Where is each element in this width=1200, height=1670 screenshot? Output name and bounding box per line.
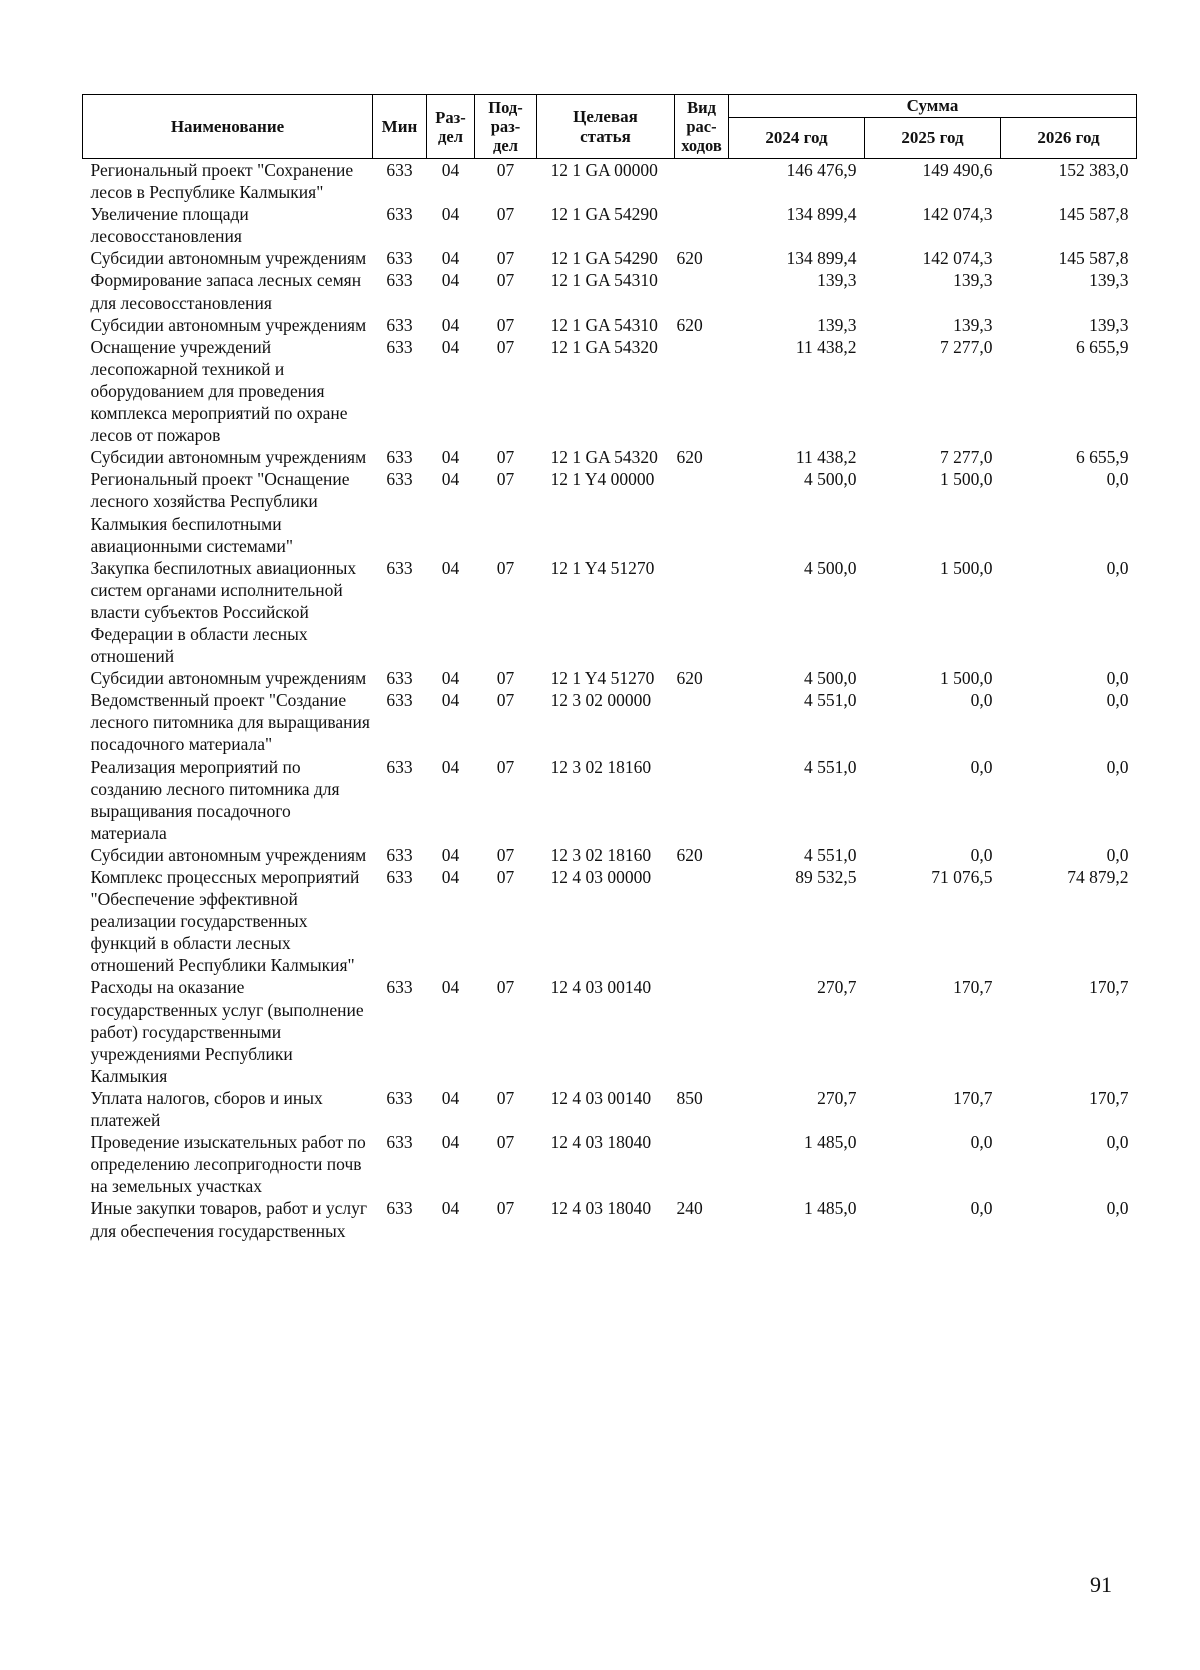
row-amount-2024: 146 476,9	[786, 160, 857, 180]
row-vid: 240	[676, 1198, 703, 1219]
row-vid	[675, 976, 729, 1086]
row-celevaya: 12 4 03 18040	[550, 1132, 652, 1153]
row-razdel: 04	[441, 557, 460, 578]
row-amount-2024: 4 551,0	[804, 844, 857, 865]
row-celevaya: 12 1 Y4 51270	[550, 668, 655, 689]
row-celevaya: 12 4 03 00000	[550, 867, 652, 887]
row-razdel: 04	[441, 447, 460, 468]
row-vid	[675, 866, 729, 976]
row-celevaya: 12 1 GA 54290	[550, 248, 658, 269]
row-celevaya: 12 4 03 18040	[550, 1198, 652, 1219]
row-razdel: 04	[441, 270, 460, 291]
row-amount-2025: 139,3	[953, 270, 993, 291]
row-razdel: 04	[441, 756, 460, 777]
row-min: 633	[386, 977, 413, 998]
table-row	[83, 1087, 1137, 1131]
row-podrazdel: 07	[496, 977, 515, 998]
row-amount-2026: 145 587,8	[1058, 248, 1129, 269]
row-vid: 620	[676, 447, 703, 468]
row-min: 633	[386, 248, 413, 269]
row-celevaya: 12 1 GA 54320	[550, 447, 658, 468]
row-min: 633	[386, 336, 413, 357]
table-row	[83, 866, 1137, 976]
table-row	[83, 667, 1137, 689]
row-razdel: 04	[441, 867, 460, 887]
row-razdel: 04	[441, 690, 460, 711]
row-vid	[675, 336, 729, 446]
row-podrazdel: 07	[496, 1087, 515, 1108]
row-vid: 620	[676, 844, 703, 865]
row-amount-2024: 139,3	[817, 270, 857, 291]
row-amount-2024: 89 532,5	[795, 867, 857, 887]
row-celevaya: 12 3 02 18160	[550, 756, 652, 777]
row-amount-2025: 139,3	[953, 314, 993, 335]
row-amount-2024: 4 500,0	[804, 668, 857, 689]
row-amount-2024: 1 485,0	[804, 1132, 857, 1153]
header-summa: Сумма	[729, 95, 1137, 118]
row-amount-2025: 0,0	[970, 1198, 993, 1219]
row-celevaya: 12 1 GA 00000	[550, 160, 658, 180]
row-amount-2025: 142 074,3	[922, 204, 993, 225]
row-celevaya: 12 4 03 00140	[550, 1087, 652, 1108]
row-name: Закупка беспилотных авиационных систем органами исполнительной власти субъектов Российской Федерации в области лесных отношений	[90, 557, 357, 667]
header-podrazdel: Под- раз- дел	[475, 95, 537, 159]
row-amount-2026: 74 879,2	[1067, 867, 1129, 887]
row-celevaya: 12 1 Y4 51270	[550, 557, 655, 578]
table-row	[83, 446, 1137, 468]
row-celevaya: 12 1 Y4 00000	[550, 469, 655, 490]
row-razdel: 04	[441, 1198, 460, 1219]
row-amount-2025: 7 277,0	[940, 447, 993, 468]
table-row	[83, 468, 1137, 556]
header-razdel: Раз- дел	[427, 95, 475, 159]
row-name: Расходы на оказание государственных услуг (выполнение работ) государственными учреждениями Республики Калмыкия	[90, 977, 364, 1086]
row-vid	[675, 756, 729, 844]
row-vid	[675, 689, 729, 755]
row-amount-2025: 7 277,0	[940, 336, 993, 357]
row-razdel: 04	[441, 844, 460, 865]
row-amount-2026: 6 655,9	[1076, 336, 1129, 357]
row-amount-2025: 1 500,0	[940, 668, 993, 689]
row-celevaya: 12 1 GA 54310	[550, 270, 658, 291]
row-min: 633	[386, 204, 413, 225]
row-amount-2026: 139,3	[1089, 314, 1129, 335]
row-podrazdel: 07	[496, 756, 515, 777]
row-amount-2026: 0,0	[1106, 557, 1129, 578]
row-amount-2026: 0,0	[1106, 756, 1129, 777]
row-min: 633	[386, 668, 413, 689]
row-amount-2025: 149 490,6	[922, 160, 993, 180]
row-amount-2026: 0,0	[1106, 844, 1129, 865]
row-name: Субсидии автономным учреждениям	[90, 447, 367, 468]
row-podrazdel: 07	[496, 469, 515, 490]
row-podrazdel: 07	[496, 160, 515, 180]
row-amount-2024: 139,3	[817, 314, 857, 335]
row-podrazdel: 07	[496, 668, 515, 689]
row-amount-2026: 0,0	[1106, 1132, 1129, 1153]
row-name: Увеличение площади лесовосстановления	[90, 204, 249, 247]
row-podrazdel: 07	[496, 1198, 515, 1219]
table-row	[83, 756, 1137, 844]
row-vid	[675, 203, 729, 247]
row-name: Субсидии автономным учреждениям	[90, 248, 367, 269]
row-name: Проведение изыскательных работ по определению лесопригодности почв на земельных участках	[90, 1132, 366, 1197]
row-amount-2024: 270,7	[817, 977, 857, 998]
row-podrazdel: 07	[496, 557, 515, 578]
page-number: 91	[1090, 1572, 1112, 1597]
row-amount-2024: 11 438,2	[795, 447, 857, 468]
row-celevaya: 12 1 GA 54290	[550, 204, 658, 225]
row-podrazdel: 07	[496, 690, 515, 711]
row-amount-2026: 152 383,0	[1058, 160, 1129, 180]
row-razdel: 04	[441, 469, 460, 490]
row-podrazdel: 07	[496, 314, 515, 335]
header-2026: 2026 год	[1001, 118, 1137, 159]
row-vid	[675, 557, 729, 667]
row-min: 633	[386, 314, 413, 335]
row-min: 633	[386, 270, 413, 291]
table-row	[83, 314, 1137, 336]
row-amount-2025: 71 076,5	[931, 867, 993, 887]
row-amount-2024: 4 500,0	[804, 557, 857, 578]
header-min: Мин	[373, 95, 427, 159]
row-amount-2026: 0,0	[1106, 668, 1129, 689]
row-name: Региональный проект "Оснащение лесного хозяйства Республики Калмыкия беспилотными авиационными системами"	[90, 469, 350, 556]
row-name: Субсидии автономным учреждениям	[90, 844, 367, 865]
row-vid	[675, 1131, 729, 1197]
table-row	[83, 1197, 1137, 1241]
row-podrazdel: 07	[496, 204, 515, 225]
row-razdel: 04	[441, 204, 460, 225]
row-min: 633	[386, 690, 413, 711]
row-celevaya: 12 1 GA 54310	[550, 314, 658, 335]
row-name: Реализация мероприятий по созданию лесного питомника для выращивания посадочного материала	[90, 756, 340, 843]
row-min: 633	[386, 469, 413, 490]
table-row	[83, 976, 1137, 1086]
row-vid: 620	[676, 314, 703, 335]
row-amount-2025: 142 074,3	[922, 248, 993, 269]
row-celevaya: 12 3 02 00000	[550, 690, 652, 711]
header-2025: 2025 год	[865, 118, 1001, 159]
row-amount-2026: 139,3	[1089, 270, 1129, 291]
row-name: Иные закупки товаров, работ и услуг для обеспечения государственных	[90, 1198, 368, 1241]
row-amount-2026: 6 655,9	[1076, 447, 1129, 468]
row-amount-2024: 134 899,4	[786, 248, 857, 269]
row-amount-2026: 170,7	[1089, 977, 1129, 998]
table-header	[83, 95, 1137, 159]
row-razdel: 04	[441, 668, 460, 689]
row-podrazdel: 07	[496, 844, 515, 865]
row-podrazdel: 07	[496, 336, 515, 357]
row-name: Региональный проект "Сохранение лесов в Республике Калмыкия"	[90, 160, 354, 203]
row-podrazdel: 07	[496, 1132, 515, 1153]
row-amount-2026: 0,0	[1106, 469, 1129, 490]
table-row	[83, 689, 1137, 755]
row-name: Субсидии автономным учреждениям	[90, 314, 367, 335]
row-razdel: 04	[441, 1087, 460, 1108]
table-row	[83, 557, 1137, 667]
row-podrazdel: 07	[496, 270, 515, 291]
row-min: 633	[386, 1198, 413, 1219]
row-name: Оснащение учреждений лесопожарной техникой и оборудованием для проведения комплекса мероприятий по охране лесов от пожаров	[90, 336, 348, 446]
header-2024: 2024 год	[729, 118, 865, 159]
row-amount-2024: 4 551,0	[804, 690, 857, 711]
row-min: 633	[386, 447, 413, 468]
row-amount-2025: 1 500,0	[940, 557, 993, 578]
row-amount-2024: 1 485,0	[804, 1198, 857, 1219]
row-vid	[675, 468, 729, 556]
row-min: 633	[386, 1087, 413, 1108]
row-name: Комплекс процессных мероприятий "Обеспечение эффективной реализации государственных функций в области лесных отношений Республики Калмыкия"	[90, 867, 360, 976]
table-row	[83, 336, 1137, 446]
header-celevaya: Целевая статья	[537, 95, 675, 159]
row-razdel: 04	[441, 977, 460, 998]
row-razdel: 04	[441, 1132, 460, 1153]
row-podrazdel: 07	[496, 447, 515, 468]
row-name: Субсидии автономным учреждениям	[90, 668, 367, 689]
row-vid	[675, 269, 729, 313]
row-amount-2026: 145 587,8	[1058, 204, 1129, 225]
row-celevaya: 12 3 02 18160	[550, 844, 652, 865]
row-amount-2025: 0,0	[970, 756, 993, 777]
table-row	[83, 159, 1137, 204]
table-body	[83, 159, 1137, 1242]
table-row	[83, 203, 1137, 247]
row-razdel: 04	[441, 336, 460, 357]
row-vid	[675, 159, 729, 204]
row-amount-2026: 170,7	[1089, 1087, 1129, 1108]
table-row	[83, 247, 1137, 269]
row-vid: 620	[676, 668, 703, 689]
row-amount-2024: 270,7	[817, 1087, 857, 1108]
row-name: Формирование запаса лесных семян для лесовосстановления	[90, 270, 362, 313]
header-vid: Вид рас- ходов	[675, 95, 729, 159]
row-amount-2024: 11 438,2	[795, 336, 857, 357]
row-amount-2025: 170,7	[953, 1087, 993, 1108]
row-min: 633	[386, 844, 413, 865]
row-name: Ведомственный проект "Создание лесного питомника для выращивания посадочного материала"	[90, 690, 370, 755]
table-row	[83, 844, 1137, 866]
table-row	[83, 269, 1137, 313]
row-celevaya: 12 4 03 00140	[550, 977, 652, 998]
row-podrazdel: 07	[496, 248, 515, 269]
row-amount-2025: 1 500,0	[940, 469, 993, 490]
row-amount-2026: 0,0	[1106, 1198, 1129, 1219]
row-razdel: 04	[441, 314, 460, 335]
row-vid: 620	[676, 248, 703, 269]
row-razdel: 04	[441, 160, 460, 180]
row-amount-2025: 0,0	[970, 844, 993, 865]
row-amount-2024: 4 500,0	[804, 469, 857, 490]
row-amount-2025: 170,7	[953, 977, 993, 998]
row-min: 633	[386, 160, 413, 180]
row-amount-2025: 0,0	[970, 1132, 993, 1153]
row-amount-2026: 0,0	[1106, 690, 1129, 711]
row-amount-2024: 134 899,4	[786, 204, 857, 225]
row-min: 633	[386, 1132, 413, 1153]
budget-table	[82, 94, 1137, 1242]
table-row	[83, 1131, 1137, 1197]
row-razdel: 04	[441, 248, 460, 269]
row-celevaya: 12 1 GA 54320	[550, 336, 658, 357]
row-amount-2024: 4 551,0	[804, 756, 857, 777]
row-podrazdel: 07	[496, 867, 515, 887]
row-min: 633	[386, 557, 413, 578]
row-min: 633	[386, 756, 413, 777]
row-amount-2025: 0,0	[970, 690, 993, 711]
row-min: 633	[386, 867, 413, 887]
header-name: Наименование	[83, 95, 373, 159]
row-name: Уплата налогов, сборов и иных платежей	[90, 1087, 323, 1131]
row-vid: 850	[676, 1087, 703, 1108]
